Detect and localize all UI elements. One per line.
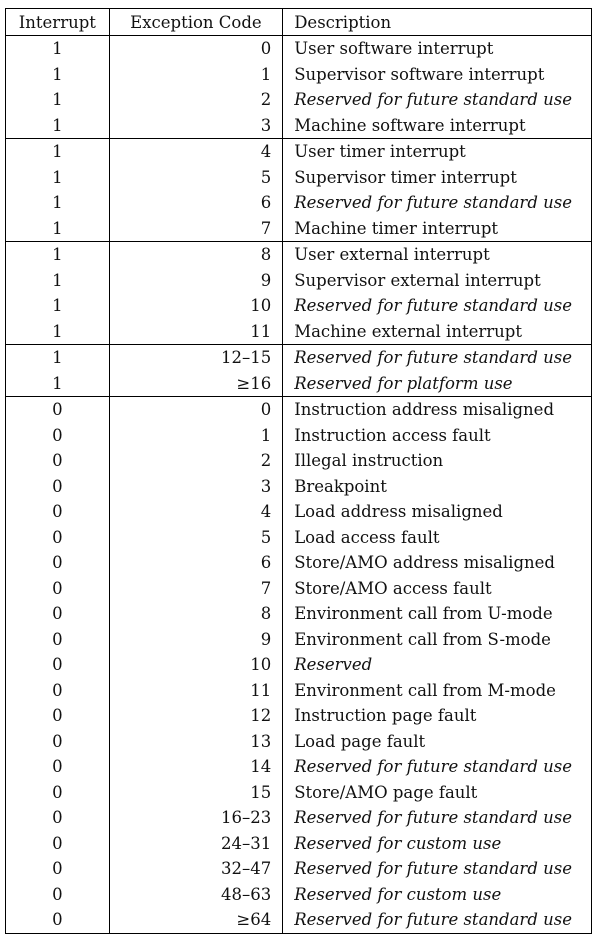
cell-interrupt: 0 <box>6 474 110 500</box>
cell-interrupt: 1 <box>6 319 110 345</box>
cell-interrupt: 1 <box>6 268 110 294</box>
cell-interrupt: 0 <box>6 856 110 882</box>
cell-interrupt: 1 <box>6 139 110 165</box>
cell-exception-code: 14 <box>109 754 283 780</box>
cell-description: Reserved for future standard use <box>283 754 592 780</box>
cell-interrupt: 1 <box>6 62 110 88</box>
cell-description: Environment call from M-mode <box>283 678 592 704</box>
cell-interrupt: 1 <box>6 87 110 113</box>
cell-exception-code: 3 <box>109 113 283 139</box>
cell-interrupt: 0 <box>6 423 110 449</box>
header-row <box>6 9 592 36</box>
table-row <box>6 805 592 831</box>
cell-interrupt: 0 <box>6 805 110 831</box>
cell-description: Reserved for future standard use <box>283 190 592 216</box>
table-row <box>6 678 592 704</box>
cell-exception-code: 0 <box>109 397 283 423</box>
cell-interrupt: 1 <box>6 242 110 268</box>
cell-interrupt: 0 <box>6 754 110 780</box>
cell-exception-code: 15 <box>109 780 283 806</box>
cell-description: Instruction page fault <box>283 703 592 729</box>
cell-description: Illegal instruction <box>283 448 592 474</box>
table-row <box>6 345 592 371</box>
table-row <box>6 113 592 139</box>
table-row <box>6 319 592 345</box>
cell-description: Environment call from S-mode <box>283 627 592 653</box>
cell-exception-code: 2 <box>109 87 283 113</box>
table-row <box>6 550 592 576</box>
cell-description: Load address misaligned <box>283 499 592 525</box>
table-row <box>6 371 592 397</box>
cell-interrupt: 0 <box>6 576 110 602</box>
table-row <box>6 293 592 319</box>
cell-exception-code: 12 <box>109 703 283 729</box>
cell-description: Machine timer interrupt <box>283 216 592 242</box>
cell-description: Breakpoint <box>283 474 592 500</box>
header-description: Description <box>283 9 592 36</box>
cell-interrupt: 0 <box>6 678 110 704</box>
cell-interrupt: 1 <box>6 165 110 191</box>
cell-exception-code: 10 <box>109 652 283 678</box>
cell-exception-code: 4 <box>109 499 283 525</box>
cell-interrupt: 0 <box>6 627 110 653</box>
cell-exception-code: 9 <box>109 627 283 653</box>
header-exception-code: Exception Code <box>109 9 283 36</box>
cell-exception-code: 4 <box>109 139 283 165</box>
exception-code-table <box>5 8 592 934</box>
cell-exception-code: ≥64 <box>109 907 283 933</box>
header-interrupt: Interrupt <box>6 9 110 36</box>
cell-description: Store/AMO page fault <box>283 780 592 806</box>
cell-interrupt: 1 <box>6 293 110 319</box>
cell-interrupt: 0 <box>6 780 110 806</box>
cell-interrupt: 0 <box>6 499 110 525</box>
cell-description: Load access fault <box>283 525 592 551</box>
cell-interrupt: 0 <box>6 729 110 755</box>
table-body <box>6 36 592 934</box>
cell-exception-code: 0 <box>109 36 283 62</box>
table-row <box>6 601 592 627</box>
cell-interrupt: 0 <box>6 831 110 857</box>
table-row <box>6 882 592 908</box>
cell-description: Machine external interrupt <box>283 319 592 345</box>
cell-exception-code: 48–63 <box>109 882 283 908</box>
cell-interrupt: 0 <box>6 601 110 627</box>
table-row <box>6 627 592 653</box>
cell-description: Reserved for future standard use <box>283 907 592 933</box>
cell-description: Machine software interrupt <box>283 113 592 139</box>
table-row <box>6 780 592 806</box>
cell-exception-code: 16–23 <box>109 805 283 831</box>
cell-interrupt: 1 <box>6 36 110 62</box>
table-row <box>6 576 592 602</box>
cell-exception-code: 9 <box>109 268 283 294</box>
cell-description: Environment call from U-mode <box>283 601 592 627</box>
table-row <box>6 525 592 551</box>
cell-exception-code: 12–15 <box>109 345 283 371</box>
cell-exception-code: 7 <box>109 216 283 242</box>
table-row <box>6 703 592 729</box>
cell-description: Reserved for future standard use <box>283 856 592 882</box>
cell-exception-code: 2 <box>109 448 283 474</box>
cell-exception-code: 10 <box>109 293 283 319</box>
cell-interrupt: 0 <box>6 397 110 423</box>
table-row <box>6 216 592 242</box>
cell-exception-code: 1 <box>109 423 283 449</box>
table-row <box>6 139 592 165</box>
table-header <box>6 9 592 36</box>
cell-description: User software interrupt <box>283 36 592 62</box>
cell-description: Reserved for future standard use <box>283 293 592 319</box>
cell-description: Supervisor timer interrupt <box>283 165 592 191</box>
cell-exception-code: 13 <box>109 729 283 755</box>
table-container <box>5 8 592 934</box>
cell-exception-code: 6 <box>109 190 283 216</box>
cell-interrupt: 0 <box>6 525 110 551</box>
cell-exception-code: 5 <box>109 165 283 191</box>
cell-description: Instruction address misaligned <box>283 397 592 423</box>
cell-description: Supervisor software interrupt <box>283 62 592 88</box>
cell-interrupt: 1 <box>6 345 110 371</box>
table-row <box>6 907 592 933</box>
cell-interrupt: 1 <box>6 216 110 242</box>
table-row <box>6 397 592 423</box>
cell-exception-code: 11 <box>109 319 283 345</box>
cell-description: Reserved for platform use <box>283 371 592 397</box>
cell-exception-code: 32–47 <box>109 856 283 882</box>
cell-exception-code: 11 <box>109 678 283 704</box>
cell-description: Reserved for custom use <box>283 882 592 908</box>
cell-interrupt: 0 <box>6 882 110 908</box>
table-row <box>6 268 592 294</box>
table-row <box>6 190 592 216</box>
cell-exception-code: 24–31 <box>109 831 283 857</box>
table-row <box>6 242 592 268</box>
table-row <box>6 474 592 500</box>
table-row <box>6 165 592 191</box>
table-row <box>6 856 592 882</box>
cell-exception-code: 5 <box>109 525 283 551</box>
table-row <box>6 62 592 88</box>
cell-interrupt: 1 <box>6 371 110 397</box>
cell-description: User external interrupt <box>283 242 592 268</box>
cell-interrupt: 1 <box>6 113 110 139</box>
table-row <box>6 831 592 857</box>
cell-interrupt: 0 <box>6 703 110 729</box>
cell-interrupt: 0 <box>6 448 110 474</box>
cell-description: Load page fault <box>283 729 592 755</box>
table-row <box>6 729 592 755</box>
cell-exception-code: 8 <box>109 601 283 627</box>
table-row <box>6 448 592 474</box>
table-row <box>6 87 592 113</box>
cell-exception-code: 7 <box>109 576 283 602</box>
table-row <box>6 36 592 62</box>
cell-description: Reserved for future standard use <box>283 87 592 113</box>
cell-exception-code: 6 <box>109 550 283 576</box>
cell-description: Supervisor external interrupt <box>283 268 592 294</box>
cell-interrupt: 0 <box>6 652 110 678</box>
cell-exception-code: 1 <box>109 62 283 88</box>
cell-description: Reserved for future standard use <box>283 805 592 831</box>
cell-interrupt: 1 <box>6 190 110 216</box>
table-row <box>6 754 592 780</box>
cell-description: Store/AMO address misaligned <box>283 550 592 576</box>
cell-exception-code: 8 <box>109 242 283 268</box>
cell-description: User timer interrupt <box>283 139 592 165</box>
cell-exception-code: ≥16 <box>109 371 283 397</box>
table-row <box>6 499 592 525</box>
table-row <box>6 652 592 678</box>
cell-description: Reserved for future standard use <box>283 345 592 371</box>
table-row <box>6 423 592 449</box>
cell-interrupt: 0 <box>6 550 110 576</box>
cell-description: Store/AMO access fault <box>283 576 592 602</box>
cell-description: Reserved <box>283 652 592 678</box>
cell-interrupt: 0 <box>6 907 110 933</box>
cell-description: Reserved for custom use <box>283 831 592 857</box>
cell-exception-code: 3 <box>109 474 283 500</box>
cell-description: Instruction access fault <box>283 423 592 449</box>
